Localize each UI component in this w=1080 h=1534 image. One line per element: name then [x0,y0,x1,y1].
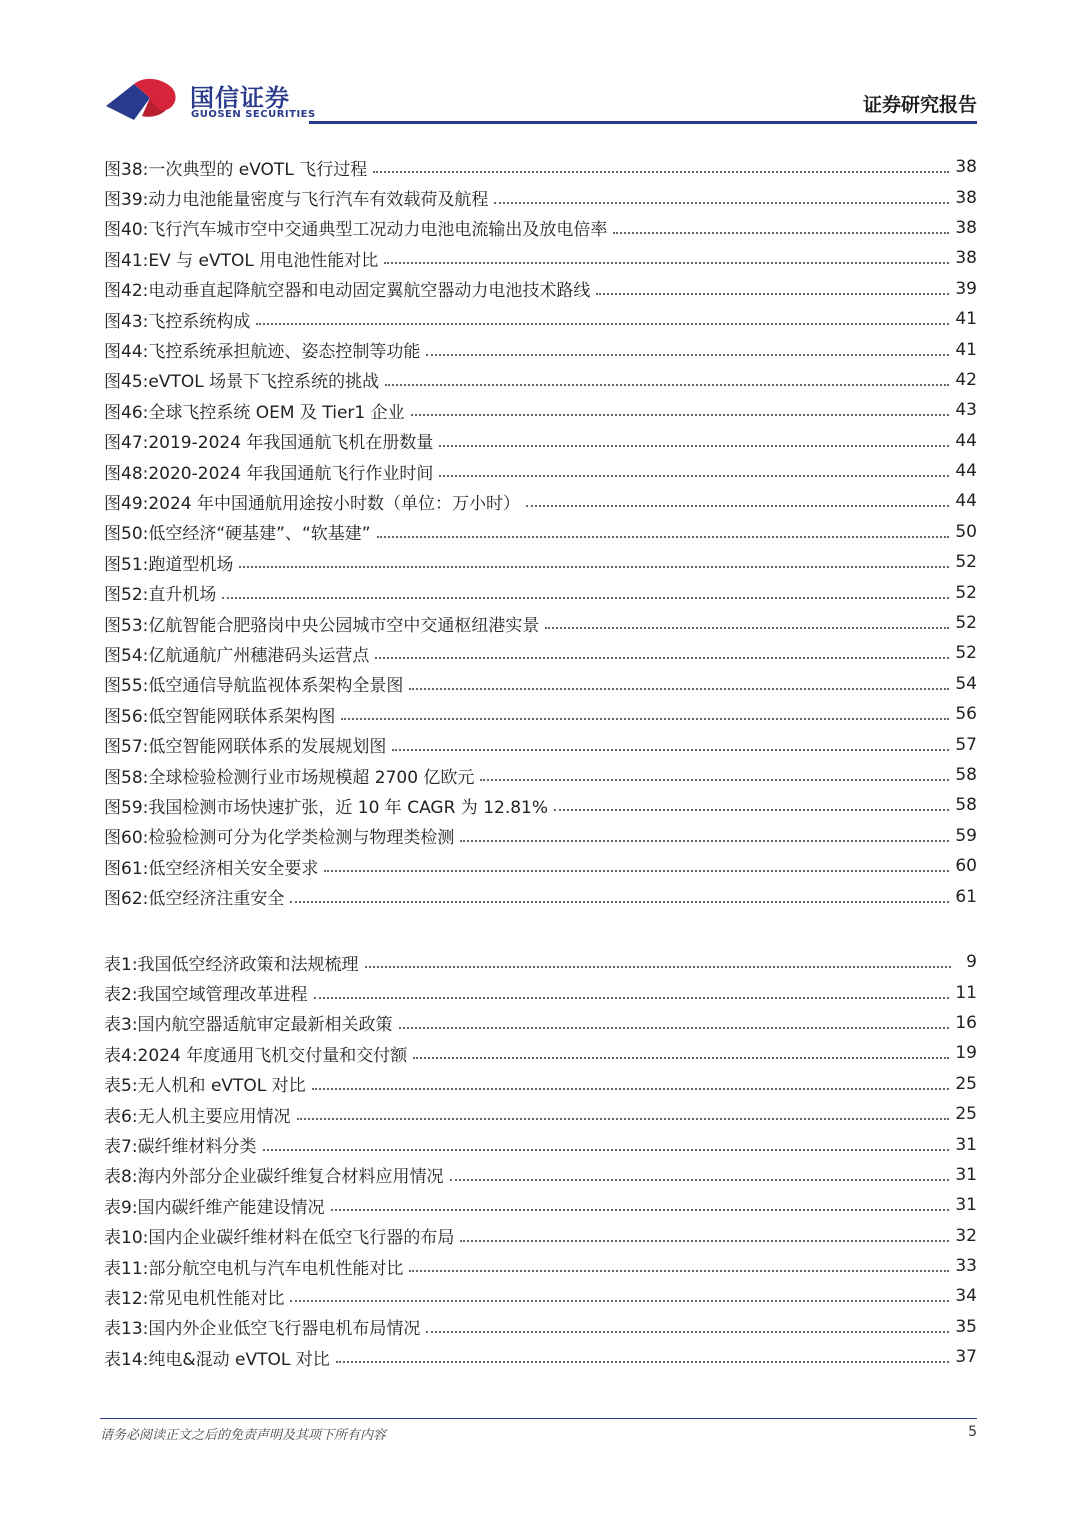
toc-entry-title: 全球检验检测行业市场规模超 2700 亿欧元 [148,767,475,788]
toc-entry-label: 表8: [104,1167,138,1188]
toc-dot-leader [290,1300,949,1302]
toc-dot-leader [375,657,949,659]
toc-entry[interactable] [104,1251,977,1281]
toc-entry-page: 52 [955,552,977,573]
toc-entry-label: 表6: [104,1106,138,1127]
toc-entry-page: 38 [955,217,977,238]
toc-entry-title: 检验检测可分为化学类检测与物理类检测 [148,828,455,849]
toc-entry[interactable] [104,638,977,668]
toc-dot-leader [450,1179,950,1181]
toc-entry-page: 54 [955,673,977,694]
toc-dot-leader [439,445,949,447]
toc-entry-title: 跑道型机场 [148,554,234,575]
toc-entry-page: 19 [955,1043,977,1064]
toc-entry[interactable] [104,334,977,364]
toc-entry[interactable] [104,426,977,456]
toc-entry-label: 图43: [104,311,149,332]
toc-entry[interactable] [104,977,977,1007]
toc-entry[interactable] [104,1099,977,1129]
toc-entry-label: 图45: [104,372,149,393]
toc-dot-leader [554,809,949,811]
toc-entry-title: 我国空域管理改革进程 [137,985,308,1006]
toc-dot-leader [384,262,949,264]
toc-dot-leader [613,232,949,234]
toc-entry-title: 电动垂直起降航空器和电动固定翼航空器动力电池技术路线 [148,281,591,302]
toc-entry[interactable] [104,1281,977,1311]
toc-entry[interactable] [104,1160,977,1190]
toc-entry-page: 52 [955,643,977,664]
toc-dot-leader [324,870,949,872]
toc-entry-title: 我国检测市场快速扩张，近 10 年 CAGR 为 12.81% [148,797,549,818]
toc-dot-leader [263,1149,950,1151]
toc-entry-title: 低空经济“硬基建”、“软基建” [148,524,371,545]
toc-entry-label: 图38: [104,159,149,180]
toc-entry-label: 图41: [104,250,149,271]
toc-entry[interactable] [104,729,977,759]
toc-dot-leader [413,1057,949,1059]
toc-entry-page: 43 [955,400,977,421]
toc-entry-title: 常见电机性能对比 [148,1288,285,1309]
toc-entry[interactable] [104,486,977,516]
toc-dot-leader [341,718,949,720]
toc-entry-label: 图40: [104,220,149,241]
toc-entry[interactable] [104,182,977,212]
toc-entry-label: 表11: [104,1258,149,1279]
toc-entry-label: 表13: [104,1319,149,1340]
toc-entry-page: 60 [955,856,977,877]
toc-dot-leader [399,1027,950,1029]
footer-divider [100,1418,977,1419]
toc-dot-leader [312,1088,950,1090]
toc-entry-label: 表7: [104,1137,138,1158]
table-index-list [104,947,977,1372]
toc-entry-title: 全球飞控系统 OEM 及 Tier1 企业 [148,402,405,423]
toc-entry-title: 2024 年度通用飞机交付量和交付额 [137,1045,408,1066]
toc-entry[interactable] [104,1038,977,1068]
toc-dot-leader [392,749,949,751]
toc-entry-label: 表5: [104,1076,138,1097]
toc-dot-leader [256,323,949,325]
toc-entry-label: 表1: [104,954,138,975]
toc-dot-leader [545,627,949,629]
toc-entry-label: 图46: [104,402,149,423]
toc-entry-page: 44 [955,430,977,451]
toc-entry-page: 31 [955,1134,977,1155]
toc-entry-page: 52 [955,613,977,634]
toc-entry-page: 57 [955,734,977,755]
toc-entry-label: 图61: [104,858,149,879]
toc-entry[interactable] [104,1221,977,1251]
toc-entry-page: 38 [955,248,977,269]
toc-entry-label: 图58: [104,767,149,788]
toc-entry-label: 图56: [104,706,149,727]
toc-entry-page: 61 [955,886,977,907]
toc-entry-title: 飞控系统构成 [148,311,251,332]
toc-entry-label: 表10: [104,1228,149,1249]
toc-entry-label: 图59: [104,797,149,818]
footer-disclaimer: 请务必阅读正文之后的免责声明及其项下所有内容 [100,1428,387,1443]
toc-entry-page: 50 [955,521,977,542]
toc-entry-label: 图52: [104,585,149,606]
toc-entry-page: 37 [955,1347,977,1368]
toc-entry-title: eVTOL 场景下飞控系统的挑战 [148,372,380,393]
toc-dot-leader [526,505,949,507]
toc-entry-label: 表3: [104,1015,138,1036]
toc-dot-leader [314,997,950,999]
toc-dot-leader [409,1270,949,1272]
toc-entry-title: 国内外企业低空飞行器电机布局情况 [148,1319,421,1340]
toc-entry-page: 44 [955,461,977,482]
toc-dot-leader [377,536,950,538]
toc-entry-label: 图55: [104,676,149,697]
toc-entry-label: 图39: [104,190,149,211]
guosen-logo [104,76,316,124]
toc-entry-title: 无人机主要应用情况 [137,1106,291,1127]
toc-entry[interactable] [104,1312,977,1342]
toc-dot-leader [460,1240,949,1242]
toc-entry-title: 动力电池能量密度与飞行汽车有效载荷及航程 [148,190,489,211]
toc-entry-page: 42 [955,369,977,390]
toc-entry-title: 我国低空经济政策和法规梳理 [137,954,359,975]
guosen-logo-icon [104,76,184,124]
toc-entry-page: 32 [955,1225,977,1246]
toc-entry[interactable] [104,1069,977,1099]
toc-entry-title: 直升机场 [148,585,217,606]
toc-entry-title: 低空通信导航监视体系架构全景图 [148,676,404,697]
toc-dot-leader [297,1118,950,1120]
toc-dot-leader [239,566,949,568]
toc-entry[interactable] [104,821,977,851]
page-header [0,0,1080,130]
toc-entry-page: 9 [966,952,977,973]
report-type-title: 证券研究报告 [862,94,977,116]
toc-entry-page: 34 [955,1286,977,1307]
toc-entry-title: 飞行汽车城市空中交通典型工况动力电池电流输出及放电倍率 [148,220,608,241]
toc-dot-leader [439,475,949,477]
toc-entry-label: 图51: [104,554,149,575]
toc-entry-page: 11 [955,982,977,1003]
toc-entry[interactable] [104,669,977,699]
toc-entry-page: 33 [955,1256,977,1277]
toc-entry-title: EV 与 eVTOL 用电池性能对比 [148,250,379,271]
page-number: 5 [968,1424,977,1440]
toc-entry-page: 25 [955,1104,977,1125]
toc-entry-title: 低空智能网联体系的发展规划图 [148,737,387,758]
toc-entry-label: 图62: [104,889,149,910]
toc-entry-title: 2024 年中国通航用途按小时数（单位：万小时） [148,493,521,514]
toc-entry-title: 部分航空电机与汽车电机性能对比 [148,1258,404,1279]
toc-entry[interactable] [104,365,977,395]
toc-entry-title: 国内企业碳纤维材料在低空飞行器的布局 [148,1228,455,1249]
toc-dot-leader [494,202,949,204]
toc-entry-page: 41 [955,339,977,360]
toc-entry-title: 亿航通航广州穗港码头运营点 [148,645,370,666]
header-divider [309,121,977,124]
toc-entry-title: 2020-2024 年我国通航飞行作业时间 [148,463,434,484]
toc-entry[interactable] [104,547,977,577]
toc-entry[interactable] [104,1342,977,1372]
toc-dot-leader [480,779,949,781]
toc-entry-page: 58 [955,765,977,785]
toc-entry-title: 纯电&混动 eVTOL 对比 [148,1349,330,1370]
toc-entry[interactable] [104,790,977,820]
toc-entry-page: 39 [955,278,977,299]
toc-entry[interactable] [104,243,977,273]
toc-entry[interactable] [104,304,977,334]
toc-entry-label: 表12: [104,1288,149,1309]
toc-entry[interactable] [104,395,977,425]
toc-entry-label: 图48: [104,463,149,484]
toc-dot-leader [365,966,951,968]
figure-index-list [104,152,977,912]
toc-entry-label: 图42: [104,281,149,302]
toc-entry-title: 低空智能网联体系架构图 [148,706,336,727]
toc-dot-leader [331,1209,950,1211]
toc-entry-page: 31 [955,1195,977,1216]
toc-entry-title: 碳纤维材料分类 [137,1137,257,1158]
toc-entry-title: 低空经济相关安全要求 [148,858,319,879]
toc-entry-title: 国内航空器适航审定最新相关政策 [137,1015,393,1036]
toc-entry-label: 图60: [104,828,149,849]
toc-dot-leader [222,597,949,599]
toc-entry-page: 38 [955,157,977,178]
toc-dot-leader [426,1331,949,1333]
toc-entry[interactable] [104,699,977,729]
toc-dot-leader [460,840,949,842]
toc-dot-leader [336,1361,950,1363]
toc-dot-leader [409,688,949,690]
toc-dot-leader [290,901,949,903]
toc-entry[interactable] [104,274,977,304]
toc-entry-page: 35 [955,1316,977,1337]
toc-entry-title: 亿航智能合肥骆岗中央公园城市空中交通枢纽港实景 [148,615,540,636]
toc-entry-page: 41 [955,309,977,330]
toc-entry-label: 表4: [104,1045,138,1066]
toc-entry-page: 56 [955,704,977,725]
toc-entry-label: 图49: [104,493,149,514]
toc-entry[interactable] [104,456,977,486]
toc-entry[interactable] [104,213,977,243]
toc-entry[interactable] [104,947,977,977]
toc-entry-page: 16 [955,1012,977,1033]
toc-entry-label: 图50: [104,524,149,545]
toc-entry[interactable] [104,851,977,881]
toc-entry[interactable] [104,152,977,182]
toc-entry-label: 表9: [104,1197,138,1218]
toc-entry-page: 59 [955,825,977,846]
toc-entry-label: 表2: [104,985,138,1006]
toc-entry-title: 无人机和 eVTOL 对比 [137,1076,306,1097]
toc-entry-title: 2019-2024 年我国通航飞机在册数量 [148,433,434,454]
toc-entry[interactable] [104,1008,977,1038]
toc-entry-label: 图47: [104,433,149,454]
toc-entry-page: 44 [955,491,977,512]
toc-entry-label: 图44: [104,342,149,363]
logo-english-name: GUOSEN SECURITIES [191,109,316,120]
toc-entry[interactable] [104,577,977,607]
toc-dot-leader [596,293,949,295]
toc-entry[interactable] [104,1129,977,1159]
toc-entry-title: 一次典型的 eVOTL 飞行过程 [148,159,368,180]
toc-entry-title: 飞控系统承担航迹、姿态控制等功能 [148,342,421,363]
toc-entry-label: 图53: [104,615,149,636]
toc-dot-leader [373,171,949,173]
toc-entry-page: 52 [955,582,977,603]
toc-dot-leader [411,414,950,416]
toc-entry-page: 58 [955,795,977,816]
toc-entry-page: 38 [955,187,977,208]
toc-entry-label: 表14: [104,1349,149,1370]
toc-entry-page: 25 [955,1073,977,1094]
toc-entry-label: 图57: [104,737,149,758]
toc-entry-title: 国内碳纤维产能建设情况 [137,1197,325,1218]
toc-entry[interactable] [104,1190,977,1220]
logo-chinese-name: 国信证券 [190,84,290,112]
toc-entry[interactable] [104,760,977,790]
toc-entry-title: 海内外部分企业碳纤维复合材料应用情况 [137,1167,444,1188]
toc-dot-leader [385,384,949,386]
toc-entry[interactable] [104,517,977,547]
toc-dot-leader [426,354,949,356]
toc-entry[interactable] [104,608,977,638]
toc-entry-title: 低空经济注重安全 [148,889,285,910]
toc-entry[interactable] [104,881,977,911]
toc-entry-label: 图54: [104,645,149,666]
toc-entry-page: 31 [955,1164,977,1185]
